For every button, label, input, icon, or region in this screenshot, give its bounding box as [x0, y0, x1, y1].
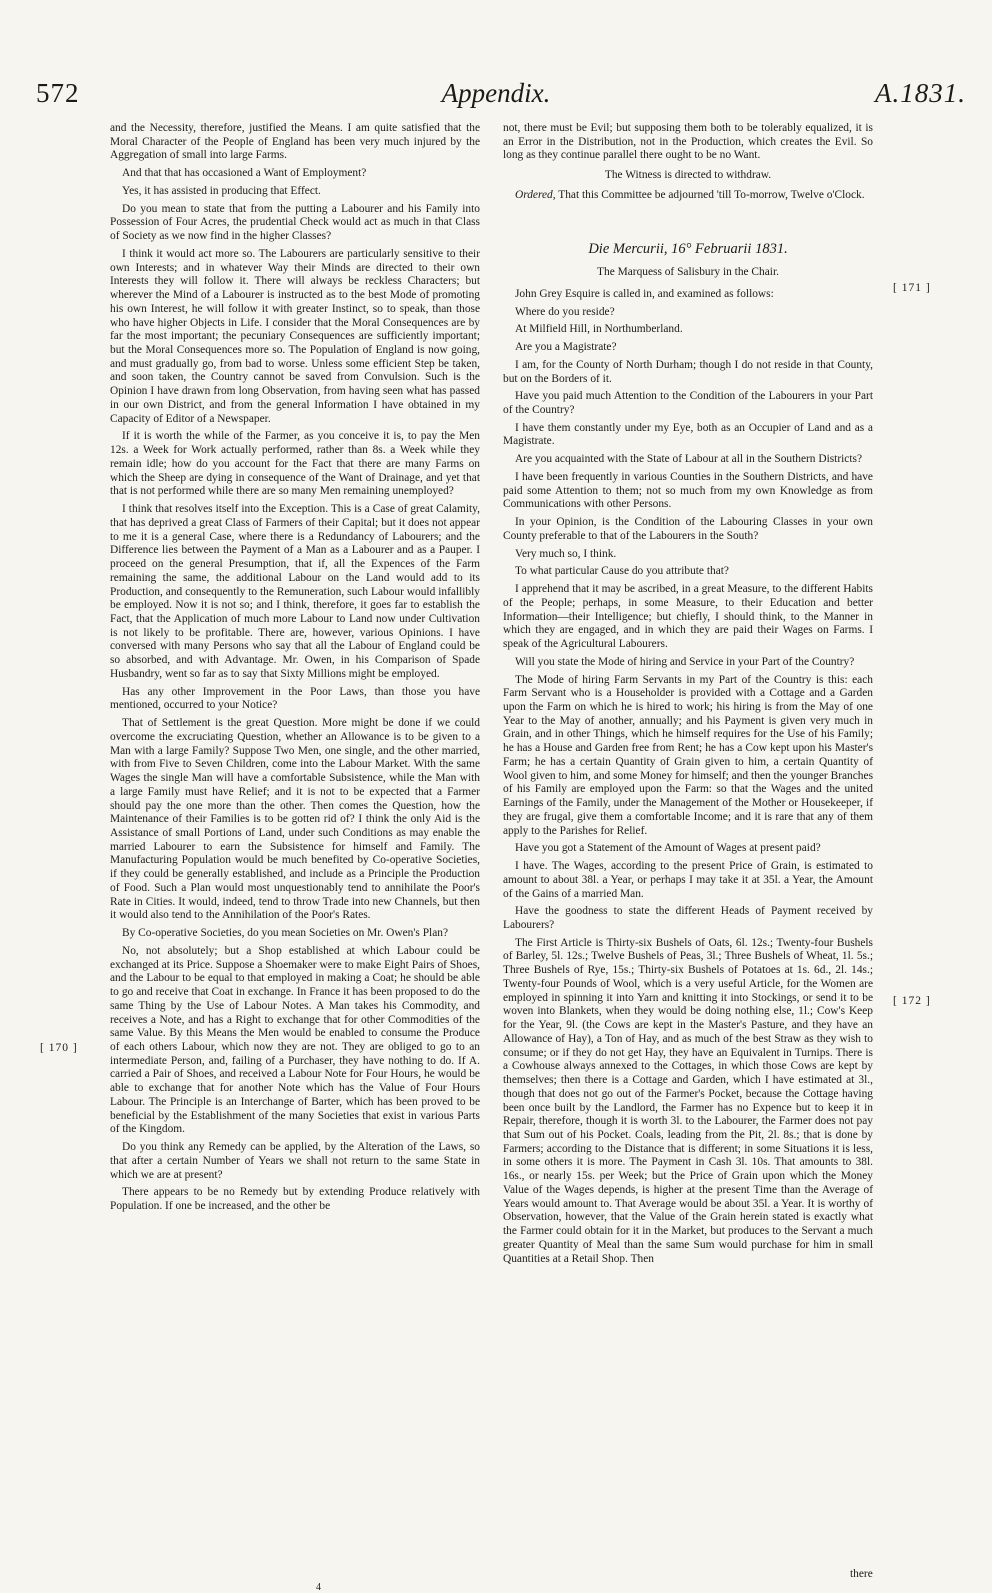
- page-header: [26, 78, 966, 118]
- paragraph: Have you paid much Attention to the Condition of the Labourers in your Part of the Country?: [503, 390, 873, 417]
- paragraph: That of Settlement is the great Question. More might be done if we could overcome the excruciating Question, whether an Allowance is to be given to a Man with a large Family? Suppose Two Men, one single, and the other married, with from Five to Seven Children, come into the Labour Market. With the same Wages the single Man will have a comfortable Subsistence, while the Man with a large Family must have Relief; and it is not to be expected that a Farmer should pay the one more than the other. Then comes the Question, how the Maintenance of their Families is to be gotten rid of? I think the only Aid is the Assistance of small Portions of Land, under such Conditions as may enable the married Labourer to earn the Subsistence for himself and Family. The Manufacturing Population would be much benefited by Co-operative Societies, if they could be generally established, and include as a Principle the Production of Food. Such a Plan would most unquestionably tend to annihilate the Poor's Rate in Cities. It would, indeed, tend to throw Trade into new Channels, but then it would also tend to the Annihilation of the Poor's Rates.: [110, 717, 480, 922]
- paragraph: I think that resolves itself into the Exception. This is a Case of great Calamity, that has deprived a great Class of Farmers of their Capital; but it does not appear to me it is a general Case, where there is a Redundancy of Labourers; and the Difference lies between the Payment of a Man as a Labourer and as a Pauper. I proceed on the general Presumption, that if, all the Expences of the Farm remaining the same, the additional Labour on the Land would add to its Production, and consequently to the Remuneration, such Labour would infallibly be employed. Now it is not so; and I think, therefore, it goes far to establish the Fact, that the Application of much more Labour to Land now under Cultivation is not likely to be profitable. There are, however, various Opinions. I have conversed with many Persons who say that all the Labour of England could be so absorbed, and with Advantage. Mr. Owen, in his Comparison of Spade Husbandry, went so far as to say that Sixty Millions might be employed.: [110, 503, 480, 680]
- paragraph: Will you state the Mode of hiring and Service in your Part of the Country?: [515, 655, 855, 668]
- ordered-text: That this Committee be adjourned 'till To-morrow, Twelve o'Clock.: [558, 188, 865, 201]
- chair-line: The Marquess of Salisbury in the Chair.: [597, 266, 779, 279]
- signature-mark: 4: [316, 1582, 321, 1593]
- paragraph: Do you mean to state that from the putting a Labourer and his Family into Possession of Four Acres, the prudential Check would act as much in that Class of Society as we now find in the higher Classes?: [110, 202, 480, 243]
- right-column: [503, 122, 873, 1270]
- paragraph: I am, for the County of North Durham; though I do not reside in that County, but on the Borders of it.: [503, 358, 873, 385]
- paragraph: I apprehend that it may be ascribed, in a great Measure, to the different Habits of the People; perhaps, in some Measure, to their Education and better Information—their Intelligence; but chiefly, I should think, to the Manner in which they are engaged, and in which they are paid their Wages on Farms. I speak of the Agricultural Labourers.: [503, 583, 873, 651]
- paragraph: Have the goodness to state the different Heads of Payment received by Labourers?: [503, 905, 873, 931]
- page-number: 572: [36, 78, 80, 108]
- paragraph: Yes, it has assisted in producing that Effect.: [122, 184, 321, 197]
- left-column: [110, 122, 480, 1218]
- margin-note-171: [ 171 ]: [893, 282, 931, 294]
- paragraph: By Co-operative Societies, do you mean Societies on Mr. Owen's Plan?: [122, 927, 448, 940]
- paragraph: Have you got a Statement of the Amount of Wages at present paid?: [515, 842, 821, 855]
- paragraph: Where do you reside?: [515, 305, 615, 318]
- paragraph: Do you think any Remedy can be applied, by the Alteration of the Laws, so that after a certain Number of Years we shall not return to the same State in which we are at present?: [110, 1141, 480, 1181]
- paragraph: There appears to be no Remedy but by extending Produce relatively with Population. If one be increased, and the other be: [110, 1186, 480, 1213]
- witness-intro: John Grey Esquire is called in, and examined as follows:: [515, 287, 774, 300]
- paragraph: I have been frequently in various Counties in the Southern Districts, and have paid some Attention to them; not so much from my own Knowledge as from Communications with other Persons.: [503, 470, 873, 511]
- paragraph: Are you acquainted with the State of Labour at all in the Southern Districts?: [515, 453, 863, 466]
- paragraph: To what particular Cause do you attribute that?: [515, 565, 729, 578]
- paragraph: Has any other Improvement in the Poor Laws, than those you have mentioned, occurred to your Notice?: [110, 685, 480, 712]
- paragraph: And that that has occasioned a Want of Employment?: [122, 167, 367, 180]
- paragraph: The Mode of hiring Farm Servants in my Part of the Country is this: each Farm Servant who is a Householder is provided with a Cottage and a Garden upon the Farm on which he is hired to work; his hiring is from the May of one Year to the May of another, annually; and his Payment is given very much in Grain, and in other Things, which he himself requires for the Use of his Family; he has a House and Garden free from Rent; he has a Cow kept upon his Master's Farm; he has a certain Quantity of Grain given to him, a certain Quantity of Wool given to him, and some Money for himself; and then the younger Branches of his Family are employed upon the Farm: so that the Wages and the united Earnings of the Family, under the Management of the Mother or Housekeeper, if they are frugal, give them a comfortable Income; and it is rare that any of them apply to the Parishes for Relief.: [503, 673, 873, 837]
- paragraph: not, there must be Evil; but supposing them both to be tolerably equalized, it is an Error in the Distribution, not in the Production, which creates the Evil. So long as they continue parallel there ought to be no Want.: [503, 122, 873, 162]
- paragraph: I have them constantly under my Eye, both as an Occupier of Land and as a Magistrate.: [503, 421, 873, 448]
- ordered-label: Ordered,: [515, 188, 556, 201]
- catchword: there: [850, 1568, 873, 1580]
- sitting-date: Die Mercurii, 16° Februarii 1831.: [588, 240, 788, 257]
- witness-withdrawn: The Witness is directed to withdraw.: [604, 169, 772, 182]
- paragraph: If it is worth the while of the Farmer, as you conceive it is, to pay the Men 12s. a Week for Work actually performed, rather than 8s. a Week while they remain idle; how do you account for the Fact that there are many Farms on which the Sheep are dying in consequence of the Want of Drainage, and yet that that is not performed while there are so many Men remaining unemployed?: [110, 430, 480, 498]
- margin-note-172: [ 172 ]: [893, 995, 931, 1007]
- paragraph: At Milfield Hill, in Northumberland.: [515, 323, 683, 336]
- paragraph: The First Article is Thirty-six Bushels of Oats, 6l. 12s.; Twenty-four Bushels of Barley, 5l. 12s.; Twelve Bushels of Peas, 3l.; Three Bushels of Wheat, 1l. 5s.; Three Bushels of Rye, 15s.; Thirty-six Bushels of Potatoes at 1s. 6d., 2l. 14s.; Twenty-four Pounds of Wool, which is a very useful Article, for the Women are employed in spinning it into Yarn and knitting it into Stockings, or send it to be woven into Blankets, when they would be doing nothing else, 1l.; Cow's Keep for the Year, 9l. (the Cows are kept in the Master's Pasture, and they have an Allowance of Hay), a Ton of Hay, and as much of the best Straw as they wish to consume; or if they do not get Hay, they have an Equivalent in Turnips. There is a Cowhouse always annexed to the Cottages, in which those Cows are kept by themselves; then there is a Cottage and Garden, which I have estimated at 3l., though that does not go out of the Farmer's Pocket, because the Cottage having been once built by the Landlord, the Farmer has no Expence but to keep it in Repair, therefore, though it is worth 3l. to the Labourer, the Farmer does not pay that Sum out of his Pocket. Coals, leading from the Pit, 2l. 8s.; that is done by Farmers; according to the Distance that is different; in some Situations it is less, in some others it is more. The Payment in Cash 3l. 10s. That amounts to 38l. 16s., or nearly 15s. per Week; but the Price of Grain upon which the Money Value of the Wages depends, is higher at the present Time than the Average of Years would amount to. That Average would be about 35l. a Year. It is worthy of Observation, however, that the Value of the Grain herein stated is exactly what the Farmer could obtain for it in the Market, but produces to the Servant a much greater Quantity of Meal than the same Sum would purchase for him in small Quantities at a Retail Shop. Then: [503, 936, 873, 1265]
- paragraph: In your Opinion, is the Condition of the Labouring Classes in your own County preferable to that of the Labourers in the South?: [503, 516, 873, 542]
- paragraph: and the Necessity, therefore, justified the Means. I am quite satisfied that the Moral Character of the People of England has been very much injured by the Aggregation of small into large Farms.: [110, 122, 480, 162]
- paragraph: I think it would act more so. The Labourers are particularly sensitive to their own Interests; and in whatever Way their Minds are directed to their own Interests they will follow it. There will always be reckless Characters; but wherever the Mind of a Labourer is instructed as to the best Mode of promoting his own Interest, he will follow it with greater Instinct, so to speak, than those who have higher Objects in Life. I consider that the Moral Consequences are by far the most important; the pecuniary Consequences are sufficiently important; but the Moral Consequences more so. The Population of England is now going, and must gradually go, from bad to worse. Unless some efficient Step be taken, and soon taken, the Country cannot be saved from Convulsion. Such is the Opinion I have drawn from long Observation, from having seen what has passed in our own District, and from the general Information I have obtained in my Capacity of Editor of a Newspaper.: [110, 247, 480, 425]
- margin-note-170: [ 170 ]: [40, 1042, 78, 1054]
- paragraph: I have. The Wages, according to the present Price of Grain, is estimated to amount to about 38l. a Year, or perhaps I may take it at 35l. a Year, the Amount of the Gains of a married Man.: [503, 860, 873, 900]
- volume-year: A.1831.: [875, 78, 966, 108]
- adjournment-order: [503, 189, 873, 203]
- paragraph: Very much so, I think.: [515, 547, 617, 560]
- paragraph: Are you a Magistrate?: [515, 341, 617, 354]
- paragraph: No, not absolutely; but a Shop established at which Labour could be exchanged at its Price. Suppose a Shoemaker were to make Eight Pairs of Shoes, and the Labour to be equal to that employed in making a Coat; he should be able to go and receive that Coat in exchange. In France it has been proposed to do the same Thing by the Use of Labour Notes. A Man takes his Commodity, and receives a Note, and has a Right to exchange that for other Commodities of the same Value. By this Means the Men would be enabled to consume the Produce of each others Labour, which now they are not. They are obliged to go to an intermediate Person, and, failing of a Purchaser, they have nothing to do. If A. carried a Pair of Shoes, and received a Labour Note for Four Hours, he would be able to exchange that for another Note which has the Value of Four Hours Labour. The Principle is an Interchange of Barter, which has been proved to be beneficial by the Establishment of the many Societies that exist in various Parts of the Kingdom.: [110, 944, 480, 1136]
- running-title: Appendix.: [441, 78, 551, 108]
